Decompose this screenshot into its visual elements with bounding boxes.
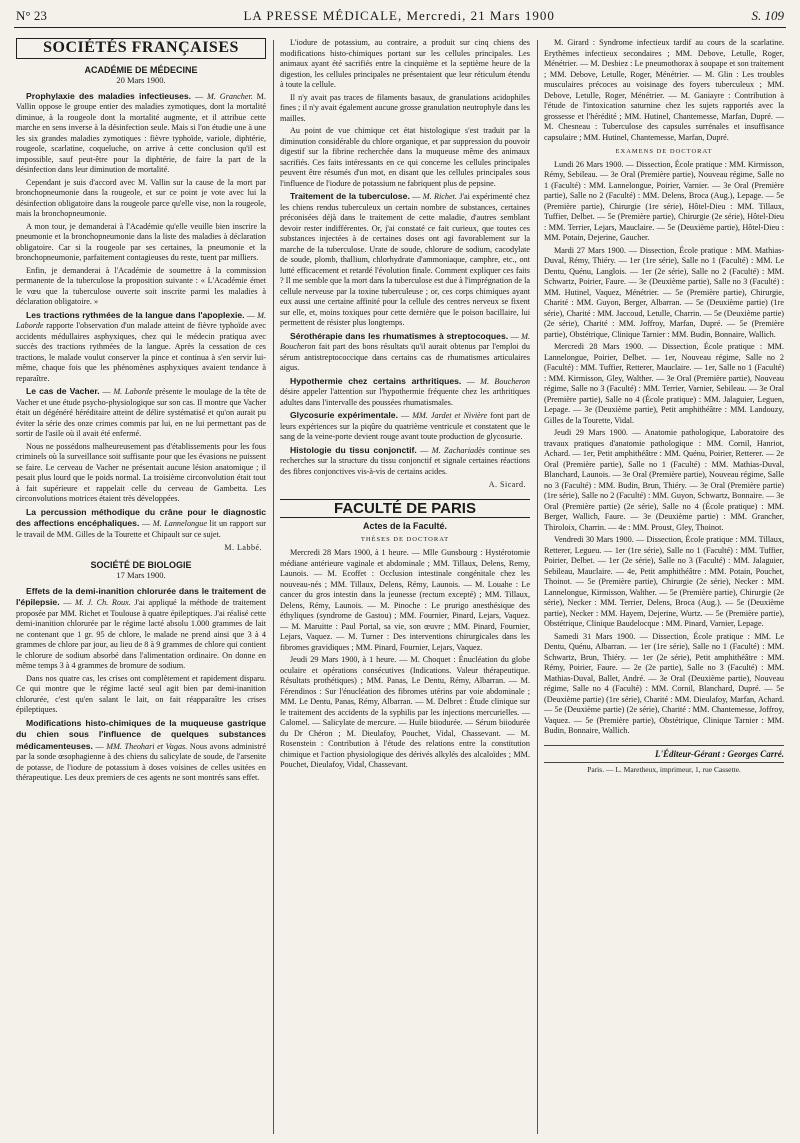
biologie-heading: SOCIÉTÉ DE BIOLOGIE [90, 559, 192, 570]
article-muqueuse: Modifications histo-chimiques de la muqueuse gastrique du chien sous l'influence de quelques substances médicamenteuses. — MM. Theohari et Vagas. Nous avons administré par la sonde œsophagienne à des chiens du salicylate de soude, de l'arsenite de potasse, de l'iodure de potassium à doses voisines de celles usitées en thérapeutique. Les deux premiers de ces agents ne sont montrés sans effet. [16, 717, 266, 782]
article-histologie: Histologie du tissu conjonctif. — M. Zachariadès continue ses recherches sur la structure du tissu conjonctif et signale certaines réactions des fibres conjonctives vis-à-vis de certains acides. [280, 444, 530, 476]
exam-saturday: Samedi 31 Mars 1900. — Dissection, École pratique : MM. Le Dentu, Quénu, Albarran. — 1er (1re série), Salle no 1 (Faculté) : MM. Schwartz, Brun, Thiéry. — 1er (2e série), Petit amphithéâtre : MM. Rémy, Poirier, Faure. — 2e (2e partie), Salle no 3 (Faculté) : MM. Mathias-Duval, Ballet, André. — 3e Oral (Deuxième partie), Nouveau régime, Salle no 4 (Faculté) : MM. Cornil, Blanchard, Dupré. — 5e (Deuxième partie) (1re série), Charité : MM. Dieulafoy, Marfan, Achard. — 5e (Deuxième partie) (2e série), Charité : MM. Chantemesse, Joffroy, Vaquez. — 5e (Première partie), Obstétrique, Clinique Tarnier : MM. Budin, Bonnaire, Wallich. [544, 631, 784, 735]
article-percussion: La percussion méthodique du crâne pour le diagnostic des affections encéphaliques. — M. Lannelongue lit un rapport sur le travail de MM. Gilles de la Tourette et Chipault sur ce sujet. [16, 506, 266, 539]
article-glycosurie: Glycosurie expérimentale. — MM. Jardet et Nivière font part de leurs expériences sur la piqûre du quatrième ventricule et constatent que le sang de la veine-porte devient rouge avant toute production de glycosurie. [280, 410, 530, 441]
page-number: S. 109 [751, 8, 784, 23]
faculte-subheading: Actes de la Faculté. [362, 521, 448, 531]
theses-heading: THÈSES DE DOCTORAT [360, 535, 450, 543]
exam-friday: Vendredi 30 Mars 1900. — Dissection, École pratique : MM. Tillaux, Retterer, Legueu. — 1er (1re série), Salle no 1 (Faculté) : MM. Tuffier, Poirier, Delbet. — 1er (2e série), Salle no 3 (Faculté) : MM. Jalaguier, Sebileau, Mauclaire. — 4e, Petit amphithéâtre : MM. Potain, Pouchet, Thoinot. — 5e (Première partie), Chirurgie (2e série), Necker : MM. Lannelongue, Kirmisson, Walther. — 5e (Première partie), Chirurgie (2e série), Necker : MM. Terrier, Delens, Broca (Aug.). — 5e (Deuxième partie), Necker : MM. Hayem, Dejerine, Wurtz. — 5e (Première partie), Obstétrique, Clinique Baudelocque : MM. Pinard, Varnier, Lepage. [544, 535, 784, 628]
column-left [16, 38, 266, 1134]
paragraph: Dans nos quatre cas, les crises ont complètement et rapidement disparu. Ce qui montre que le régime lacté seul agit bien par demi-inanition chlorurée, c'est qu'en salant le lait, on fait réapparaître les crises épileptiques. [16, 673, 266, 714]
academie-date: 20 Mars 1900. [116, 75, 166, 85]
academie-heading: ACADÉMIE DE MÉDECINE [84, 64, 198, 75]
exam-monday: Lundi 26 Mars 1900. — Dissection, École pratique : MM. Kirmisson, Rémy, Sebileau. — 3e Oral (Première partie), Nouveau régime, Salle no 1 (Faculté) : MM. Lannelongue, Poirier, Varnier. — 3e Oral (Première partie), Salle no 2 (Faculté) : MM. Delens, Broca (Aug.), Lepage. — 5e (Première partie), Chirurgie (1re série), Hôtel-Dieu : MM. Tillaux, Tuffier, Delbet. — 5e (Première partie), Chirurgie (2e série), Hôtel-Dieu : MM. Terrier, Lejars, Mauclaire. — 5e (Deuxième partie), Hôtel-Dieu : MM. Potain, Dejerine, Gaucher. [544, 159, 784, 242]
exam-wednesday: Mercredi 28 Mars 1900. — Dissection, École pratique : MM. Lannelongue, Poirier, Delbet. — 1er, Nouveau régime, Salle no 2 (Faculté) : MM. Tuffier, Retterer, Mauclaire. — 1er, Salle no 1 (Faculté) : MM. Kirmisson, Gley, Walther. — 3e Oral (Première partie), Nouveau régime, Salle no 3 (Faculté) : MM. Terrier, Varnier, Sebileau. — 3e Oral (Première partie), Salle no 4 (École pratique) : MM. Jalaguier, Leguen, Lepage. — 3e (Deuxième partie), Petit amphithéâtre : MM. Landouzy, Gilles de la Tourette, Vidal. [544, 342, 784, 425]
theses-thursday: Jeudi 29 Mars 1900, à 1 heure. — M. Choquet : Énucléation du globe oculaire et opérations consécutives (Indications. Valeur thérapeutique. Résultats prothétiques) ; MM. Panas, Le Dentu, Rémy, Albarran. — M. Férendinos : Sur l'énucléation des fibromes utérins par voie abdominale ; MM. Le Dentu, Panas, Rémy, Albarran. — M. Delbret : Étude clinique sur le traitement des accidents de la syphilis par les injections mercurielles. — Calomel. — Salicylate de mercure. — Huile biiodurée. — Sérum biiodurée du Dr Chéron ; M. Dieulafoy, Pouchet, Vidal, Chassevant. — M. Rosenstein : Contribution à l'étude des relations entre la constitution chimique et l'action physiologique des dérivés alkylés des alcaloïdes ; MM. Pouchet, Dieulafoy, Vidal, Chassevant. [280, 655, 530, 769]
paragraph: Cependant je suis d'accord avec M. Vallin sur la cause de la mort par bronchopneumonie dans la rougeole, et sur ce point je vote avec lui la désinfection obligatoire dans la rougeole parce qu'elle vise, non la rougeole, mais la bronchopneumonie. [16, 177, 266, 218]
exam-thursday: Jeudi 29 Mars 1900. — Anatomie pathologique, Laboratoire des travaux pratiques d'anatomie pathologique : MM. Cornil, Hanriot, Achard. — 1er, Petit amphithéâtre : MM. Quénu, Poirier, Retterer. — 2e Oral (Première partie), Salle no 1 (Faculté) : MM. Mathias-Duval, Blanchard, Launois. — 3e Oral (Première partie), Nouveau régime, Salle no 3 (Faculté) : MM. Budin, Brun, Thiéry. — 3e Oral (Première partie) (1re série), Salle no 2 (Faculté) : MM. Guyon, Schwartz, Bonnaire. — 3e Oral (Première partie) (2e série), Salle no 4 (École pratique) : MM. Berger, Wallich, Faure. — 3e (Deuxième partie) : MM. Grancher, Thiroloix, Charrin. — 4e : MM. Proust, Gley, Thoinot. [544, 428, 784, 532]
paragraph: Il n'y avait pas traces de filaments basaux, de granulations acidophiles fines ; il n'y avait également aucune grosse granulation neutrophyle dans les mailles. [280, 92, 530, 123]
paragraph: A mon tour, je demanderai à l'Académie qu'elle veuille bien inscrire la pneumonie et la bronchopneumonie dans la liste des maladies à déclaration obligatoire. Car si la rougeole par ses certaines, la pneumonie et la bronchopneumonie, parfaitement contagieuses du reste, tuent par milliers. [16, 221, 266, 262]
issue-number: N° 23 [16, 8, 47, 23]
theses-continued: M. Girard : Syndrome infectieux tardif au cours de la scarlatine. Erythèmes infectieux secondaires ; MM. Debove, Letulle, Roger, Ménétrier. — M. Desbiez : Le pneumothorax à soupape et son traitement ; MM. Debove, Letulle, Roger, Ménétrier. — M. Glin : Les troubles musculaires précoces au voisinage des foyers tuberculeux ; MM. Debove, Letulle, Roger, Ménétrier. — M. Ganiayre : Contribution à l'étude de l'intoxication saturnine chez les sujets rapportés avec la grossesse et l'hérédité ; MM. Hutinel, Chantemesse, Marfan, Dupré. — M. Chesneau : Tuberculose des capsules surrénales et insuffisance capsulaire ; MM. Hutinel, Chantemesse, Marfan, Dupré. [544, 38, 784, 142]
article-vacher: Le cas de Vacher. — M. Laborde présente le moulage de la tête de Vacher et une étude psycho-physiologique sur son cas. Il montre que Vacher était un dégénéré héréditaire atteint de délire systématisé et qu'on aurait pu éviter la série des onze crimes commis par lui, en ne lui permettant pas de sortir de l'asile où il avait été enfermé. [16, 386, 266, 438]
faculte-heading: FACULTÉ DE PARIS [280, 499, 530, 519]
column-middle [280, 38, 530, 1134]
article-tractions: Les tractions rythmées de la langue dans l'apoplexie. — M. Laborde rapporte l'observation d'un malade atteint de fièvre typhoïde avec accidents médullaires asphyxiques, chez qui le médecin pratiqua avec succès des tractions rythmées de la langue. Après la cessation de ces tractions, le malade voulut conserver la pince et continua à s'en servir lui-même, chaque fois que les phénomènes asphyxiques avaient tendance à reparaître. [16, 309, 266, 383]
paragraph: Nous ne possédons malheureusement pas d'établissements pour les fous criminels où la surveillance soit suffisante pour que les évasions ne puissent se faire. Le cerveau de Vacher ne présentait aucune lésion anatomique ; il pesait plus lourd que le poids normal. La troisième circonvolution était tout à fait supérieure et rappelait celle du cerveau de Gambetta. Les circonvolutions motrices étaient très développées. [16, 441, 266, 503]
page-header [14, 8, 786, 28]
editor-line: L'Éditeur-Gérant : Georges Carré. [544, 745, 784, 760]
exam-tuesday: Mardi 27 Mars 1900. — Dissection, École pratique : MM. Mathias-Duval, Rémy, Thiéry. — 1er (1re série), Salle no 1 (Faculté) : MM. Le Dentu, Quénu, Langlois. — 1er (2e série), Salle no 2 (Faculté) : MM. Schwartz, Poirier, Faure. — 3e (Deuxième partie), Salle no 3 (Faculté) : MM. Hutinel, Vaquez, Ménétrier. — 5e (Première partie), Chirurgie, Charité : MM. Guyon, Berger, Albarran. — 5e (Deuxième partie) (1re série), Charité : MM. Jaccoud, Letulle, Charrin. — 5e (Deuxième partie) (2e série), Charité : MM. Joffroy, Marfan, Dupré. — 5e (Première partie), Obstétrique, Clinique Tarnier : MM. Budin, Bonnaire, Wallich. [544, 245, 784, 339]
section-title: SOCIÉTÉS FRANÇAISES [16, 38, 266, 59]
biologie-date: 17 Mars 1900. [116, 570, 166, 580]
column-right [544, 38, 784, 1134]
article-tuberculose: Traitement de la tuberculose. — M. Richet. J'ai expérimenté chez les chiens rendus tuberculeux un certain nombre de substances, certaines préconisées déjà dans le traitement de cette maladie, d'autres semblant devoir rester indifférentes. Or, j'ai constaté ce fait curieux, que toutes ces substances injectées à de certaines doses ont agi favorablement sur la marche de la tuberculose. Urate de soude, chlorure de sodium, cacodylate de soude, plomb, thallium, chlorhydrate d'ammoniaque, camphre, etc., ont lutté efficacement et retardé l'évolution finale. Comment expliquer ces faits ? Il me semble que la mort dans la tuberculose est due à l'imprégnation de la cellule nerveuse par la toxine tuberculeuse ; or, ces corps chimiques ayant eux aussi une certaine affinité pour la cellule des centres nerveux se fixent sur elle, et, moins toxiques pour cette dernière que le poison bacillaire, lui permettent de résister plus longtemps. [280, 191, 530, 327]
masthead: LA PRESSE MÉDICALE, Mercredi, 21 Mars 1900 [243, 8, 555, 23]
article-epilepsie: Effets de la demi-inanition chlorurée dans le traitement de l'épilepsie. — M. J. Ch. Roux. J'ai appliqué la méthode de traitement proposée par MM. Richet et Toulouse à quatre épileptiques. J'ai réalisé cette demi-inanition chlorurée par le régime lacté absolu 1.000 grammes de lait ne contenant que 1 gr. 95 de chlore, le malade ne prend ainsi que 3 à 4 grammes de chlore par jour, au lieu de 8 à 9 grammes de chlore qui contient le chlorure de sodium absorbé dans l'alimentation ordinaire. On donne en même temps 3 à 4 grammes de bromure de sodium. [16, 585, 266, 670]
paragraph: Enfin, je demanderai à l'Académie de soumettre à la commission permanente de la tuberculose la proposition suivante : « L'Académie émet le vœu que la tuberculose ouverte soit inscrite parmi les maladies à déclaration obligatoire. » [16, 265, 266, 306]
column-divider [273, 40, 274, 1134]
signature: A. Sicard. [488, 480, 526, 489]
examens-heading: EXAMENS DE DOCTORAT [615, 148, 713, 155]
column-divider [537, 40, 538, 1134]
signature: M. Labbé. [224, 543, 262, 552]
paragraph: Au point de vue chimique cet état histologique s'est traduit par la diminution considérable du chlore organique, et par suppression du pouvoir digestif sur la fibrine recherchée dans la muqueuse même des animaux sacrifiés. Ces faits intéressants en ce qui concerne les cellules principales peuvent être résumés d'un mot, en disant que les cellules principales sous l'influence de l'iodure de potassium ne fabriquent plus de pepsine. [280, 126, 530, 188]
paragraph: L'iodure de potassium, au contraire, a produit sur cinq chiens des modifications histo-chimiques portant sur les cellules principales. Les animaux ayant été sacrifiés entre la cinquième et la septième heure de la digestion, les cellules principales ne présentaient que leur réticulum étendu à toute la cellule. [280, 38, 530, 89]
theses-wednesday: Mercredi 28 Mars 1900, à 1 heure. — Mlle Gunsbourg : Hystérotomie médiane antérieure vaginale et abdominale ; MM. Tillaux, Delens, Remy, Launois. — M. Ecoffet : Occlusion intestinale congénitale chez les nouveau-nés ; MM. Tillaux, Delens, Rémy, Launois. — M. Louahe : Le cancer du gros intestin dans la jeunesse (rectum excepté) ; MM. Tillaux, Delens, Rémy, Launois. — M. Pinoche : Le prurigo anesthésique des éthyliques (syndrome de Gastou) ; MM. Fournier, Pinard, Lejars, Vaquez. — M. Maruitte : Paul Portal, sa vie, son œuvre ; MM. Pinard, Fournier, Lejars, Vaquez. — M. Turner : Des interventions chirurgicales dans les fibromes gravidiques ; MM. Pinard, Fournier, Lejars, Vaquez. [280, 548, 530, 652]
newspaper-page [14, 8, 786, 1134]
article-prophylaxie: Prophylaxie des maladies infectieuses. — M. Grancher. M. Vallin oppose le groupe entier des maladies zymotiques, dont la mortalité diminue, à la rougeole dont la mortalité augmente, et il attribue cette marche en sens inverse à la désinfection seule. Mais si l'on étudie une à une les six grandes maladies zymotiques : fièvre typhoïde, variole, diphtérie, rougeole, scarlatine, coqueluche, on arrive à cette conclusion qu'il est impossible, sauf peut-être pour la diphtérie, de faire la part de la désinfection dans leur diminution de mortalité. [16, 90, 266, 174]
printer-line: Paris. — L. Maretheux, imprimeur, 1, rue Cassette. [544, 762, 784, 776]
article-serotherapie: Sérothérapie dans les rhumatismes à streptocoques. — M. Boucheron fait part des bons résultats qu'il aurait obtenus par l'emploi du sérum antistreptococcique dans certains cas de rhumatismes articulaires aigus. [280, 330, 530, 372]
article-hypothermie: Hypothermie chez certains arthritiques. — M. Boucheron désire appeler l'attention sur l'hypothermie fréquente chez les arthritiques adultes dans l'intervalle des poussées rhumatismales. [280, 375, 530, 407]
columns [14, 38, 786, 1134]
